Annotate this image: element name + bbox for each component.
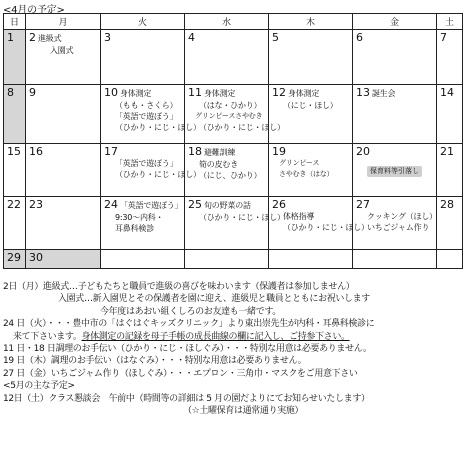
day-number [437, 197, 462, 211]
day-number-text: 12 [272, 86, 286, 99]
note-line [3, 331, 463, 343]
day-number-text: 10 [104, 86, 118, 99]
day-event: （ひかり・にじ・ほし） [283, 223, 369, 232]
day-number [26, 144, 100, 158]
day-number [101, 85, 184, 100]
calendar-day-cell [26, 85, 101, 144]
calendar-day-cell [269, 250, 353, 269]
note-line: 12日（土）クラス懇談会 午前中（時間等の詳細は 5 月の園だよりにてお知らせいたします） [3, 393, 370, 404]
day-event: （ひかり・にじ・ほし） [199, 123, 285, 132]
day-event: 「英語で遊ぼう」 [115, 159, 178, 168]
note-line: 27 日（金）いちごジャム作り（ほしぐみ）・・・エプロン・三角巾・マスクをご用意下さい [3, 368, 358, 379]
calendar-week-row [4, 197, 463, 250]
note-line: （☆土曜保育は通常通り実施） [183, 406, 304, 417]
calendar-day-cell [437, 30, 463, 85]
day-event: さやむき（はな） [279, 170, 334, 178]
day-number-text: 7 [440, 31, 447, 44]
calendar-day-cell [437, 197, 463, 250]
day-event: 入園式 [50, 46, 74, 55]
calendar-day-cell [4, 144, 26, 197]
day-event: （ひかり・にじ・ほし） [199, 213, 285, 222]
day-number [101, 30, 184, 44]
note-line: 24 日（火）・・・豊中市の「はぐはぐキッズクリニック」より東出崇先生が内科・耳鼻科検診に [3, 319, 375, 330]
day-event: グリンピース [279, 159, 320, 167]
day-number-text: 9 [29, 86, 36, 99]
day-number-text: 19 [272, 145, 286, 158]
calendar-day-cell [4, 197, 26, 250]
day-event: （ひかり・にじ・ほし） [115, 123, 201, 132]
day-number [437, 85, 462, 99]
note-line: 2日（月）進級式…子どもたちと職員で進級の喜びを味わいます（保護者は参加しません） [3, 282, 355, 292]
day-number-text: 30 [29, 251, 43, 264]
day-event: （ひかり・にじ・ほし） [115, 170, 201, 179]
day-number [269, 144, 352, 158]
weekday-mon: 月 [26, 14, 101, 30]
weekday-wed: 水 [185, 14, 269, 30]
note-text: 来て下さいます。 [13, 331, 82, 342]
day-number [437, 144, 462, 158]
day-number-text: 13 [356, 86, 370, 99]
weekday-sat: 土 [437, 14, 463, 30]
day-number [26, 197, 100, 211]
day-event: 体格指導 [283, 212, 315, 221]
calendar-day-cell [101, 250, 185, 269]
calendar-week-row [4, 30, 463, 85]
day-number [353, 144, 436, 158]
day-number-text: 16 [29, 145, 43, 158]
day-number-text: 3 [104, 31, 111, 44]
calendar-day-cell [353, 250, 437, 269]
day-event: 9:30～内科・ [115, 213, 164, 222]
day-number [4, 197, 25, 211]
day-number [185, 197, 268, 212]
day-number-text: 20 [356, 145, 370, 158]
calendar-day-cell [4, 30, 26, 85]
day-number [185, 144, 268, 159]
note-line: 入園式…新入園児とその保護者を園に迎え、進級児と職員とともにお祝いします [58, 294, 370, 305]
day-number [437, 30, 462, 44]
day-number [101, 197, 184, 212]
day-number-text: 25 [188, 198, 202, 211]
day-event: （もも・さくら） [115, 101, 178, 110]
day-number [101, 144, 184, 158]
day-number [353, 30, 436, 44]
weekday-fri: 金 [353, 14, 437, 30]
day-number-text: 6 [356, 31, 363, 44]
calendar-week-row [4, 250, 463, 269]
day-number [26, 85, 100, 99]
day-number [4, 144, 25, 158]
calendar-day-cell [26, 197, 101, 250]
calendar-day-cell [4, 85, 26, 144]
calendar-day-cell [26, 144, 101, 197]
day-event: 「英語で遊ぼう」 [115, 112, 178, 121]
day-event-inline: 身体測定 [204, 89, 236, 98]
day-number [4, 30, 25, 44]
day-number-text: 5 [272, 31, 279, 44]
day-event: クッキング（ほし） [367, 212, 437, 221]
calendar-day-cell [185, 30, 269, 85]
weekday-sun: 日 [4, 14, 26, 30]
weekday-header-row [4, 14, 463, 30]
may-schedule-heading: <5月の主な予定> [3, 381, 75, 392]
note-line: 11 日・18 日調理のお手伝い（ひかり・にじ・ほしぐみ）・・・特別な用意は必要ありません。 [3, 344, 372, 355]
day-number [26, 30, 100, 45]
day-number-text: 15 [7, 145, 21, 158]
day-number-text: 17 [104, 145, 118, 158]
calendar-week-row [4, 144, 463, 197]
calendar-table [3, 13, 463, 269]
day-event-inline: 身体測定 [120, 89, 152, 98]
day-event: （はな・ひかり） [199, 101, 262, 110]
calendar-week-row [4, 85, 463, 144]
day-number-text: 18 [188, 145, 202, 158]
day-number [185, 30, 268, 44]
calendar-day-cell [437, 85, 463, 144]
day-event: 筍の皮むき [199, 160, 238, 169]
note-underlined-text: 身体測定の記録を母子手帳の成長曲線の欄に記入し、ご持参下さい。 [81, 331, 350, 342]
calendar-day-cell [269, 144, 353, 197]
calendar-day-cell [26, 250, 101, 269]
day-number [269, 197, 352, 211]
note-line: 今年度はあおい組くしろのお友達も一緒です。 [100, 306, 281, 317]
day-number-text: 24 [104, 198, 118, 211]
notes-section [3, 281, 463, 417]
calendar-day-cell [437, 144, 463, 197]
day-number [4, 250, 25, 264]
day-number [269, 30, 352, 44]
calendar-day-cell [437, 250, 463, 269]
day-number-text: 2 [29, 31, 36, 44]
day-number-text: 27 [356, 198, 370, 211]
day-number [26, 250, 100, 264]
day-number-text: 26 [272, 198, 286, 211]
day-number-text: 23 [29, 198, 43, 211]
day-event-inline: 旬の野菜の話 [204, 201, 251, 210]
calendar-day-cell [353, 144, 437, 197]
calendar-day-cell [185, 250, 269, 269]
day-event-inline: 「英語で遊ぼう」 [120, 201, 183, 210]
weekday-tue: 火 [101, 14, 185, 30]
day-event-inline: 身体測定 [288, 89, 320, 98]
day-event-inline: 誕生会 [372, 89, 396, 98]
day-number-text: 4 [188, 31, 195, 44]
payment-badge: 保育料等引落し [367, 166, 422, 177]
note-line: 19 日（木）調理のお手伝い（はなぐみ）・・・特別な用意は必要ありません。 [3, 356, 307, 367]
calendar-day-cell [269, 85, 353, 144]
day-number-text: 14 [440, 86, 454, 99]
day-event: グリンピースさやむき [195, 112, 263, 120]
day-number [4, 85, 25, 99]
calendar-day-cell [353, 30, 437, 85]
day-event: （にじ、ひかり） [199, 171, 262, 180]
calendar-day-cell [353, 85, 437, 144]
day-number [353, 197, 436, 211]
day-number-text: 21 [440, 145, 454, 158]
day-number-text: 28 [440, 198, 454, 211]
day-event-inline: 進級式 [38, 34, 62, 43]
day-event-inline: 避難訓練 [204, 148, 236, 157]
calendar-day-cell [101, 30, 185, 85]
calendar-day-cell [269, 30, 353, 85]
day-event: 耳鼻科検診 [115, 224, 154, 233]
calendar-day-cell [26, 30, 101, 85]
day-number [353, 85, 436, 100]
day-event: （にじ・ほし） [283, 101, 338, 110]
calendar-day-cell [4, 250, 26, 269]
day-number [185, 85, 268, 100]
day-number-text: 11 [188, 86, 202, 99]
page-title: <4月の予定> [3, 5, 65, 16]
day-event: いちごジャム作り [367, 223, 430, 232]
calendar-day-cell [101, 197, 185, 250]
day-number [269, 85, 352, 100]
day-number-text: 22 [7, 198, 21, 211]
weekday-thu: 木 [269, 14, 353, 30]
day-number-text: 1 [7, 31, 14, 44]
day-number-text: 29 [7, 251, 21, 264]
day-number-text: 8 [7, 86, 14, 99]
